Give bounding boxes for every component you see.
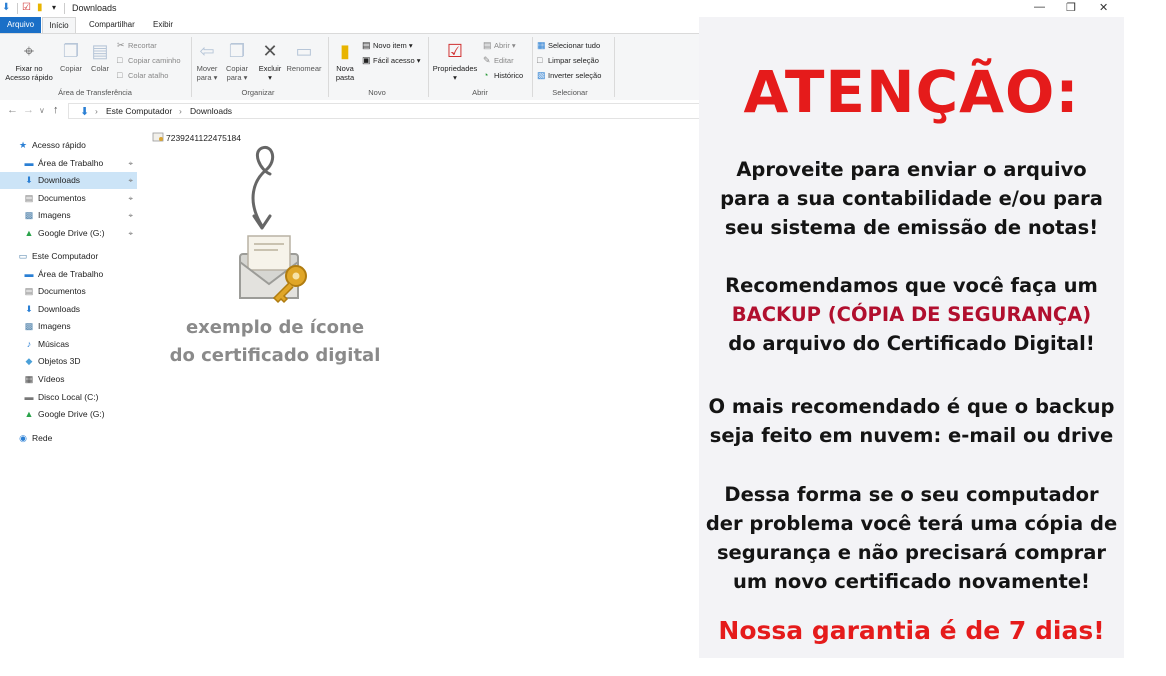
certificate-file-icon bbox=[152, 131, 164, 143]
easy-access-icon: ▣ bbox=[362, 55, 371, 65]
open-group-label: Abrir bbox=[472, 88, 488, 97]
google-drive-icon: ▲ bbox=[24, 409, 34, 419]
pin-icon: ⌖ bbox=[23, 41, 35, 61]
computer-icon: ▭ bbox=[18, 251, 28, 261]
paragraph-cloud: O mais recomendado é que o backup seja feito em nuvem: e-mail ou drive bbox=[708, 395, 1115, 447]
network-icon: ◉ bbox=[19, 433, 27, 443]
copy-path-icon: □ bbox=[117, 55, 123, 65]
customize-toolbar-chevron-icon[interactable]: ▾ bbox=[52, 3, 57, 12]
paste-button[interactable]: ▤ Colar bbox=[87, 40, 113, 73]
pin-icon[interactable]: ⌖ bbox=[128, 176, 133, 185]
star-icon: ★ bbox=[18, 140, 28, 150]
sidebar-item-rede[interactable]: ◉ Rede bbox=[0, 430, 137, 447]
guarantee-line: Nossa garantia é de 7 dias! bbox=[718, 616, 1105, 645]
recent-chevron-icon[interactable]: ∨ bbox=[39, 106, 45, 115]
sidebar-item-objetos-3d[interactable]: ◆ Objetos 3D bbox=[0, 353, 137, 370]
easy-access-button[interactable]: ▣ Fácil acesso ▾ bbox=[362, 55, 421, 65]
breadcrumb-este-computador[interactable]: Este Computador bbox=[106, 106, 173, 116]
pictures-icon: ▩ bbox=[24, 210, 34, 220]
tab-exibir[interactable]: Exibir bbox=[153, 20, 174, 29]
sidebar-item-musicas[interactable]: ♪ Músicas bbox=[0, 336, 137, 353]
paragraph-backup: Recomendamos que você faça um BACKUP (CÓPIA DE SEGURANÇA) do arquivo do Certificado Digital! bbox=[699, 271, 1124, 358]
copy-icon: ❐ bbox=[62, 41, 80, 61]
sidebar-item-acesso-rapido[interactable]: ★ Acesso rápido bbox=[0, 137, 137, 154]
delete-button[interactable]: ✕ Excluir ▾ bbox=[258, 41, 282, 82]
minimize-button[interactable]: — bbox=[1034, 1, 1045, 13]
folder-icon[interactable]: ▮ bbox=[37, 2, 43, 13]
download-arrow-icon: ⬇ bbox=[80, 106, 90, 118]
sidebar-item-disco-local[interactable]: ▬ Disco Local (C:) bbox=[0, 389, 137, 406]
pin-icon[interactable]: ⌖ bbox=[128, 159, 133, 168]
window-title: Downloads bbox=[72, 3, 117, 13]
move-icon: ⇦ bbox=[199, 41, 215, 61]
cube-3d-icon: ◆ bbox=[25, 356, 33, 366]
rename-icon: ▭ bbox=[295, 41, 313, 61]
sidebar-item-area-de-trabalho[interactable]: ▬ Área de Trabalho bbox=[0, 266, 137, 283]
new-group-label: Novo bbox=[368, 88, 386, 97]
maximize-button[interactable]: ❐ bbox=[1066, 2, 1076, 14]
google-drive-icon: ▲ bbox=[24, 228, 34, 238]
invert-selection-button[interactable]: ▧ Inverter seleção bbox=[537, 70, 602, 80]
film-icon: ▦ bbox=[24, 374, 34, 384]
open-icon: ▤ bbox=[483, 40, 492, 50]
desktop-icon: ▬ bbox=[24, 269, 34, 279]
copy-button[interactable]: ❐ Copiar bbox=[57, 40, 85, 73]
new-folder-button[interactable]: ▮ Nova pasta bbox=[332, 40, 358, 82]
select-group-label: Selecionar bbox=[552, 88, 588, 97]
select-all-button[interactable]: ▦ Selecionar tudo bbox=[537, 40, 601, 50]
properties-button[interactable]: ☑ Propriedades ▾ bbox=[430, 40, 480, 82]
file-item[interactable] bbox=[152, 131, 164, 145]
copy-to-button[interactable]: ❐ Copiar para ▾ bbox=[223, 40, 251, 82]
paste-icon: ▤ bbox=[91, 41, 109, 61]
file-name[interactable]: 7239241122475184 bbox=[166, 133, 242, 143]
delete-x-icon: ✕ bbox=[262, 41, 278, 61]
ribbon bbox=[0, 33, 700, 101]
desktop-icon: ▬ bbox=[24, 158, 34, 168]
edit-button[interactable]: ✎ Editar bbox=[483, 55, 514, 65]
clear-selection-icon: □ bbox=[537, 55, 543, 65]
download-arrow-icon: ⬇ bbox=[25, 304, 33, 314]
sidebar-item-area-de-trabalho[interactable]: ▬ Área de Trabalho ⌖ bbox=[0, 155, 137, 172]
title-bar bbox=[0, 0, 1166, 17]
move-to-button[interactable]: ⇦ Mover para ▾ bbox=[194, 40, 220, 82]
certificate-envelope-icon bbox=[238, 232, 312, 304]
pin-icon[interactable]: ⌖ bbox=[128, 211, 133, 220]
paste-shortcut-button[interactable]: □ Colar atalho bbox=[117, 70, 169, 80]
sidebar-item-google-drive[interactable]: ▲ Google Drive (G:) bbox=[0, 406, 137, 423]
back-arrow-icon[interactable]: ← bbox=[7, 104, 18, 116]
paragraph-send-file: Aproveite para enviar o arquivo para a sua contabilidade e/ou para seu sistema de emissão de notas! bbox=[720, 158, 1103, 239]
pin-quick-access-button[interactable]: ⌖ Fixar no Acesso rápido bbox=[3, 40, 55, 82]
history-icon: ◔ bbox=[483, 70, 489, 80]
forward-arrow-icon[interactable]: → bbox=[23, 104, 34, 116]
properties-check-icon: ☑ bbox=[446, 41, 464, 61]
tab-arquivo[interactable]: Arquivo bbox=[0, 17, 41, 33]
sidebar-item-documentos[interactable]: ▤ Documentos ⌖ bbox=[0, 190, 137, 207]
curly-arrow-icon bbox=[240, 140, 290, 230]
navigation-pane bbox=[0, 129, 138, 676]
copy-to-icon: ❐ bbox=[228, 41, 246, 61]
edit-icon: ✎ bbox=[483, 55, 491, 65]
address-bar bbox=[0, 100, 700, 122]
download-arrow-icon: ⬇ bbox=[25, 175, 33, 185]
sidebar-item-downloads[interactable]: ⬇ Downloads bbox=[0, 301, 137, 318]
hard-drive-icon: ▬ bbox=[24, 392, 34, 402]
sidebar-item-downloads[interactable]: ⬇ Downloads ⌖ bbox=[0, 172, 137, 189]
clipboard-group-label: Área de Transferência bbox=[58, 88, 132, 97]
new-folder-icon: ▮ bbox=[340, 41, 350, 61]
tab-compartilhar[interactable]: Compartilhar bbox=[89, 20, 135, 29]
sidebar-item-documentos[interactable]: ▤ Documentos bbox=[0, 283, 137, 300]
paragraph-problem: Dessa forma se o seu computador der problema você terá uma cópia de segurança e não precisará comprar um novo certificado novamente! bbox=[705, 483, 1118, 593]
example-caption: exemplo de ícone do certificado digital bbox=[169, 317, 381, 366]
cut-button[interactable]: ✂ Recortar bbox=[117, 40, 157, 50]
attention-heading: ATENÇÃO: bbox=[743, 58, 1080, 126]
document-icon: ▤ bbox=[24, 193, 34, 203]
breadcrumb-downloads[interactable]: Downloads bbox=[190, 106, 233, 116]
quick-access-download-icon[interactable]: ⬇ bbox=[2, 2, 11, 13]
select-all-icon: ▦ bbox=[537, 40, 546, 50]
sidebar-item-imagens[interactable]: ▩ Imagens bbox=[0, 318, 137, 335]
breadcrumb-separator: › bbox=[95, 106, 98, 116]
pin-icon[interactable]: ⌖ bbox=[128, 194, 133, 203]
up-arrow-icon[interactable]: ↑ bbox=[53, 104, 59, 116]
open-button[interactable]: ▤ Abrir ▾ bbox=[483, 40, 516, 50]
history-button[interactable]: ◔ Histórico bbox=[483, 70, 524, 80]
sidebar-item-este-computador[interactable]: ▭ Este Computador bbox=[0, 248, 137, 265]
music-note-icon: ♪ bbox=[26, 339, 32, 349]
close-button[interactable]: ✕ bbox=[1099, 2, 1109, 14]
pin-icon[interactable]: ⌖ bbox=[128, 229, 133, 238]
breadcrumb-separator: › bbox=[179, 106, 182, 116]
document-icon: ▤ bbox=[24, 286, 34, 296]
properties-check-icon[interactable]: ☑ bbox=[22, 2, 31, 13]
backup-highlight: BACKUP (CÓPIA DE SEGURANÇA) bbox=[731, 303, 1092, 326]
clear-selection-button[interactable]: □ Limpar seleção bbox=[537, 55, 599, 65]
organize-group-label: Organizar bbox=[241, 88, 275, 97]
sidebar-item-imagens[interactable]: ▩ Imagens ⌖ bbox=[0, 207, 137, 224]
invert-selection-icon: ▧ bbox=[537, 70, 546, 80]
sidebar-item-google-drive[interactable]: ▲ Google Drive (G:) ⌖ bbox=[0, 225, 137, 242]
pictures-icon: ▩ bbox=[24, 321, 34, 331]
tab-inicio[interactable]: Início bbox=[42, 17, 76, 33]
copy-path-button[interactable]: □ Copiar caminho bbox=[117, 55, 181, 65]
scissors-icon: ✂ bbox=[117, 40, 125, 50]
new-item-icon: ▤ bbox=[362, 40, 371, 50]
rename-button[interactable]: ▭ Renomear bbox=[286, 41, 322, 73]
new-item-button[interactable]: ▤ Novo item ▾ bbox=[362, 40, 413, 50]
paste-shortcut-icon: □ bbox=[117, 70, 123, 80]
sidebar-item-videos[interactable]: ▦ Vídeos bbox=[0, 371, 137, 388]
